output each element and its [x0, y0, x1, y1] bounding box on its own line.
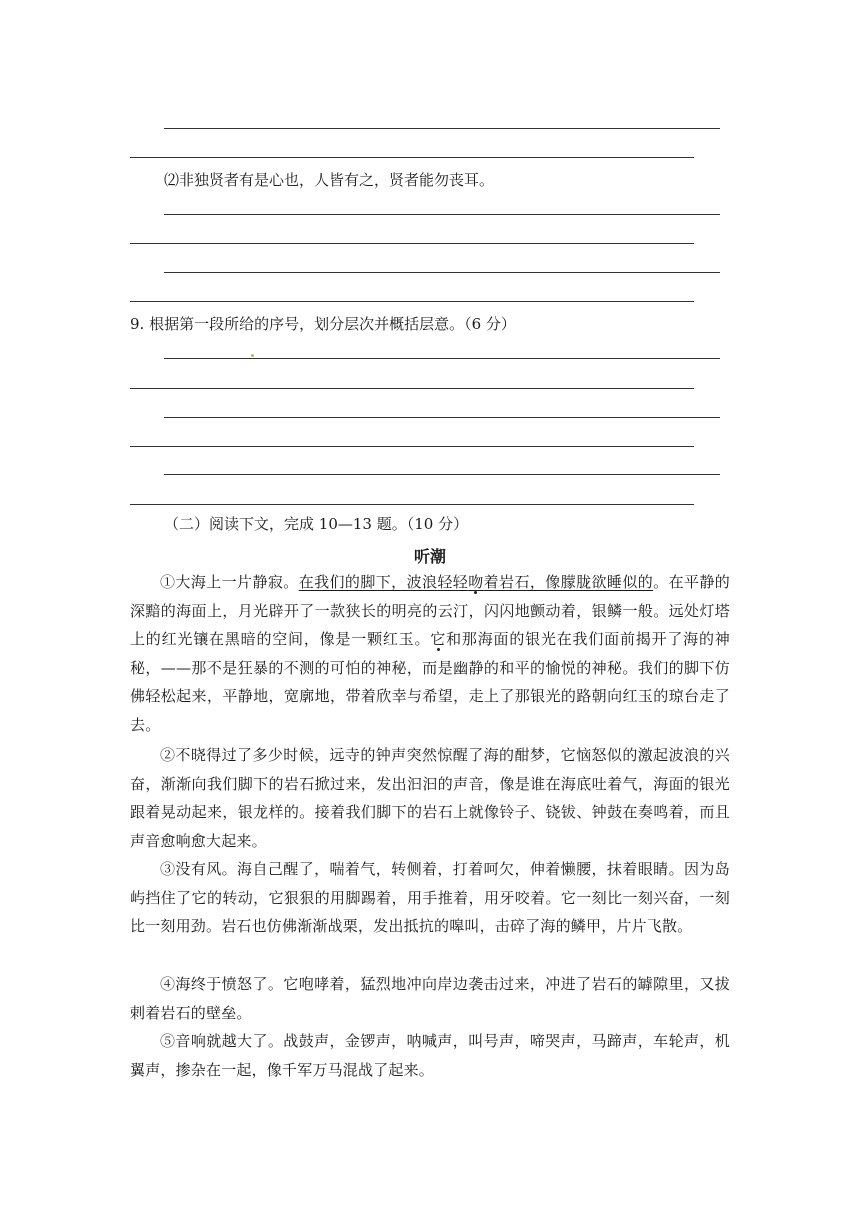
- answer-line: [164, 214, 720, 215]
- p1-text: 。在平静的深黯的海面上，月光辟开了一款狭长的明亮的云汀，闪闪地颤动着，银鳞一般。远处灯塔上的红光镶在黑暗的空间，像是一颗红玉。: [130, 573, 730, 649]
- answer-line: [164, 358, 720, 359]
- answer-line: [130, 243, 694, 244]
- answer-line: [164, 272, 720, 273]
- underlined-part-b: 着岩石，像朦胧欲睡似的: [483, 573, 654, 591]
- underlined-sentence: [299, 573, 653, 591]
- answer-line: [164, 128, 720, 129]
- question-9-prompt: 9. 根据第一段所给的序号，划分层次并概括层意。（6 分）: [130, 315, 516, 333]
- section-2-heading: （二）阅读下文，完成 10—13 题。（10 分）: [164, 515, 469, 533]
- passage-paragraph-5: ⑤音响就越大了。战鼓声，金锣声，呐喊声，叫号声，啼哭声，马蹄声，车轮声，机翼声，掺杂在一起，像千军万马混战了起来。: [130, 1032, 730, 1079]
- passage-paragraph-2: ②不晓得过了多少时候，远寺的钟声突然惊醒了海的酣梦，它恼怒似的激起波浪的兴奋，渐渐向我们脚下的岩石掀过来，发出汩汩的声音，像是谁在海底吐着气，海面的银光跟着晃动起来，银龙样的。接着我们脚下的岩石上就像铃子、铙钹、钟鼓在奏鸣着，而且声音愈响愈大起来。: [130, 746, 730, 850]
- underlined-part-a: 在我们的脚下，波浪轻轻: [298, 573, 469, 591]
- p1-text: 和那海面的银光在我们面前揭开了海的神秘，——那不是狂暴的不测的可怕的神秘，而是幽静的和平的愉悦的神秘。我们的脚下仿佛轻松起来，平静地，宽廓地，带着欣幸与希望，走上了那银光的路朝向红玉的琼台走了去。: [130, 630, 730, 734]
- emphasis-dot-char: 吻: [468, 573, 484, 591]
- passage-paragraph-4: ④海终于愤怒了。它咆哮着，猛烈地冲向岸边袭击过来，冲进了岩石的罅隙里，又拔剌着岩石的壁垒。: [130, 975, 730, 1022]
- answer-line: [130, 301, 694, 302]
- emphasis-dot-char: 它: [430, 630, 447, 649]
- answer-line: [130, 504, 694, 505]
- answer-line: [130, 388, 694, 389]
- passage-paragraph-3: ③没有风。海自己醒了，喘着气，转侧着，打着呵欠，伸着懒腰，抹着眼睛。因为岛屿挡住了它的转动，它狠狠的用脚踢着，用手推着，用牙咬着。它一刻比一刻兴奋，一刻比一刻用劲。岩石也仿佛渐渐战栗，发出抵抗的嗥叫，击碎了海的鳞甲，片片飞散。: [130, 860, 730, 936]
- answer-line: [164, 417, 720, 418]
- p1-text: ①大海上一片静寂。: [160, 573, 299, 591]
- ink-speck: [251, 354, 254, 357]
- question-8-item-2: ⑵非独贤者有是心也，人皆有之，贤者能勿丧耳。: [164, 171, 495, 189]
- answer-line: [130, 157, 694, 158]
- passage-title: 听潮: [413, 547, 446, 566]
- answer-line: [164, 474, 720, 475]
- passage-paragraph-1: [130, 568, 730, 740]
- answer-line: [130, 446, 694, 447]
